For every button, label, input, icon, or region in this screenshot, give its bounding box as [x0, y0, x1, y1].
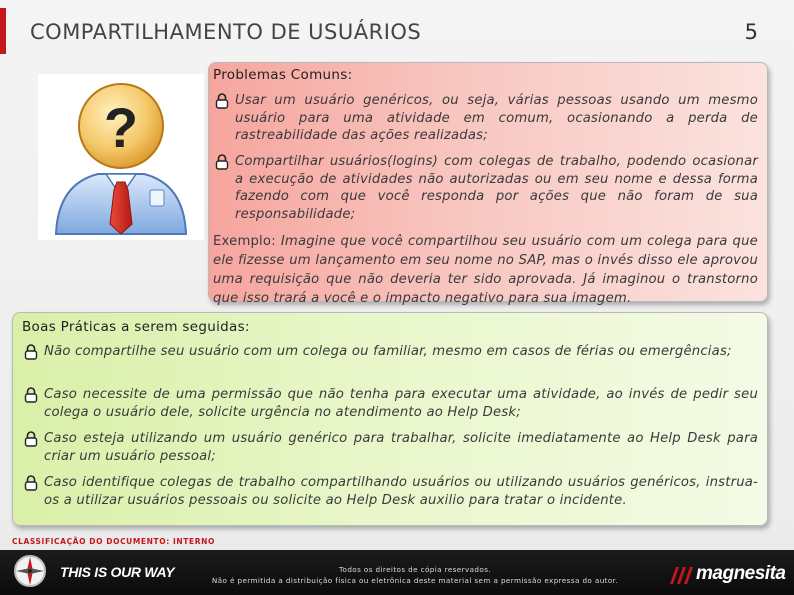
copyright-notice	[205, 564, 625, 586]
list-item	[24, 430, 758, 465]
list-item	[24, 474, 758, 509]
practice-text: Não compartilhe seu usuário com um colega ou familiar, mesmo em casos de férias ou emergências;	[44, 344, 732, 359]
page-number: 5	[744, 20, 758, 44]
document-classification: CLASSIFICAÇÃO DO DOCUMENTO: INTERNO	[12, 537, 215, 546]
example-paragraph	[213, 232, 758, 308]
example-label: Exemplo:	[213, 234, 276, 249]
magnesita-logo-icon	[668, 564, 696, 586]
practices-heading: Boas Práticas a serem seguidas:	[22, 319, 250, 335]
rights-line-1: Todos os direitos de cópia reservados.	[338, 565, 492, 574]
lock-bullet-icon	[215, 154, 229, 170]
page-title: COMPARTILHAMENTO DE USUÁRIOS	[30, 20, 422, 44]
problem-text: Compartilhar usuários(logins) com colegas de trabalho, podendo ocasionar a execução de atividades não autorizadas ou em seu nome e dessa forma fazendo com que você responda por ações que não foram de sua responsabilidade;	[235, 154, 758, 222]
practice-text: Caso esteja utilizando um usuário genérico para trabalhar, solicite imediatamente ao Help Desk para criar um usuário pessoal;	[44, 431, 758, 464]
lock-bullet-icon	[24, 475, 38, 491]
lock-bullet-icon	[24, 344, 38, 360]
slogan: THIS IS OUR WAY	[60, 564, 175, 580]
practice-text: Caso necessite de uma permissão que não tenha para executar uma atividade, ao invés de pedir seu colega o usuário dele, solicite urgência no atendimento ao Help Desk;	[44, 387, 758, 420]
lock-bullet-icon	[24, 387, 38, 403]
compass-icon	[12, 553, 48, 589]
example-text: Imagine que você compartilhou seu usuário com um colega para que ele fizesse um lançamento em seu nome no SAP, mas o invés disso ele aprovou uma requisição que não deveria ter sido aprovada. Já imaginou o transtorno que isso trará a você e o impacto negativo para sua imagem.	[213, 234, 758, 306]
brand-name: magnesita	[696, 563, 786, 584]
rights-line-2: Não é permitida a distribuição física ou eletrônica deste material sem a permissão expressa do autor.	[211, 576, 619, 585]
user-question-icon	[38, 74, 204, 240]
title-accent-bar	[0, 8, 6, 54]
list-item	[24, 386, 758, 421]
list-item	[215, 153, 758, 223]
problems-heading: Problemas Comuns:	[213, 67, 353, 83]
practice-text: Caso identifique colegas de trabalho compartilhando usuários ou utilizando usuários genéricos, instrua-os a utilizar usuários pessoais ou solicite ao Help Desk auxilio para tratar o incidente.	[44, 475, 758, 508]
question-mark: ?	[103, 96, 139, 159]
list-item	[24, 343, 758, 361]
problem-text: Usar um usuário genéricos, ou seja, várias pessoas usando um mesmo usuário para uma atividade em comum, ocasionando a perda de rastreabilidade das ações realizadas;	[235, 93, 758, 143]
lock-bullet-icon	[24, 431, 38, 447]
lock-bullet-icon	[215, 93, 229, 109]
list-item	[215, 92, 758, 145]
